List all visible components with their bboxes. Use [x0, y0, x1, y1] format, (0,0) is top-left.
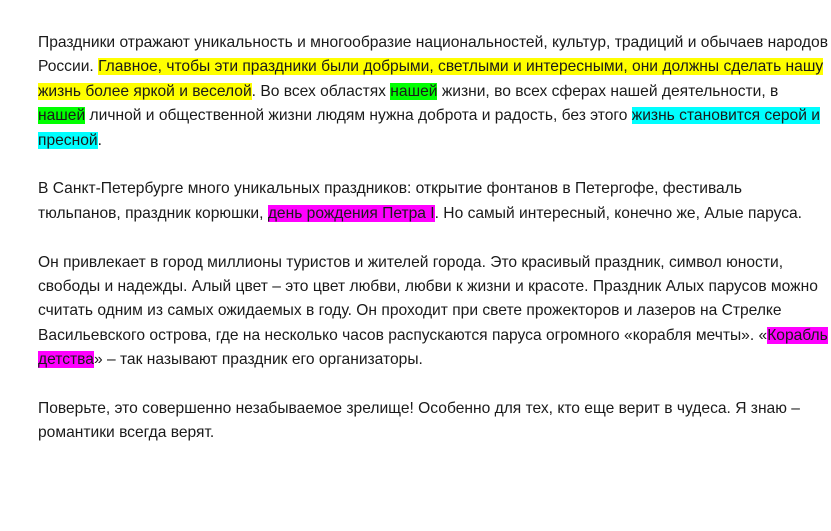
- highlight-magenta: день рождения Петра I: [267, 204, 435, 222]
- text-run: Поверьте, это совершенно незабываемое зрелище! Особенно для тех, кто еще верит в чудеса. Я знаю – романтики всегда верят.: [38, 400, 800, 442]
- text-run: Он привлекает в город миллионы туристов и жителей города. Это красивый праздник, символ юности, свободы и надежды. Алый цвет – это цвет любви, любви к жизни и красоте. Праздник Алых парусов можно считать одним из самых ожидаемых в году. Он проходит при свете прожекторов и лазеров на Стрелке Васильевского острова, где на несколько часов распускаются паруса огромного «корабля мечты». «: [38, 253, 818, 344]
- paragraph-scarlet-sails: [38, 251, 828, 373]
- text-run: Праздники отражают уникальность и многообразие национальностей, культур, традиций и обычаев народов России.: [38, 34, 828, 76]
- text-run: В Санкт-Петербурге много уникальных праздников: открытие фонтанов в Петергофе, фестиваль тюльпанов, праздник корюшки,: [38, 180, 742, 222]
- paragraph-spb-holidays: [38, 177, 828, 226]
- paragraph-conclusion: [38, 397, 828, 446]
- paragraph-holidays-intro: [38, 31, 828, 153]
- highlight-yellow: Главное, чтобы эти праздники были добрыми, светлыми и интересными, они должны сделать нашу жизнь более яркой и веселой: [38, 58, 824, 100]
- text-run: » – так называют праздник его организаторы.: [93, 351, 423, 369]
- highlight-green: нашей: [38, 107, 86, 125]
- highlight-magenta: Корабль детства: [38, 326, 828, 369]
- highlight-green: нашей: [390, 82, 438, 100]
- text-run: . Но самый интересный, конечно же, Алые паруса.: [434, 204, 803, 222]
- text-run: . Во всех областях: [251, 82, 391, 100]
- document-body: [38, 31, 828, 470]
- text-run: жизни, во всех сферах нашей деятельности, в: [437, 82, 779, 100]
- highlight-cyan: жизнь становится серой и пресной: [38, 107, 820, 149]
- text-run: .: [97, 131, 102, 149]
- text-run: личной и общественной жизни людям нужна доброта и радость, без этого: [85, 107, 632, 125]
